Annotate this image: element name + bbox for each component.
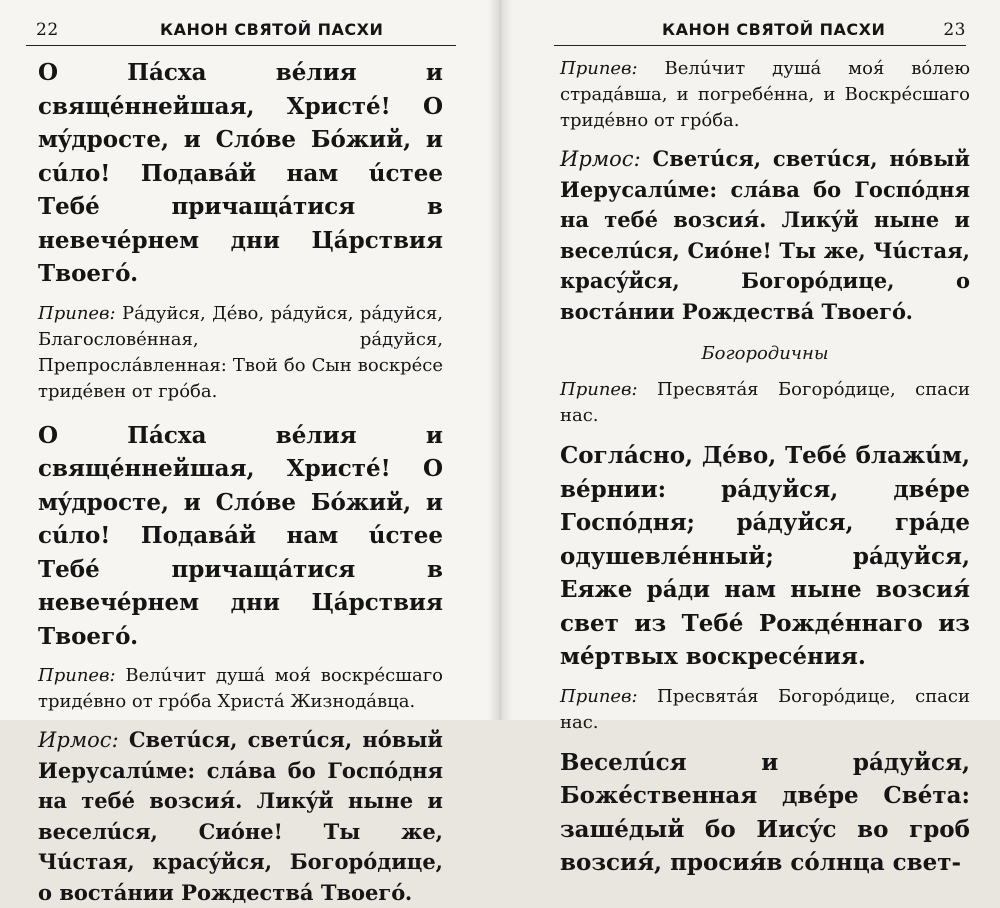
- refrain-label: Припев:: [38, 665, 116, 686]
- irmos-text: Светúся, светúся, нóвый Иерусалúме: слáва бо Госпóдня на тебé возсия́. Ликýй нынe и веселúся, Сиóне! Ты же, Чúстая, красýйся, Богорóдице, о востáнии Рождествá Твоегó.: [560, 146, 970, 324]
- irmos: [38, 725, 443, 908]
- irmos-label: Ирмос:: [560, 147, 641, 171]
- troparion-text: О Пáсха вéлия и свящéннейшая, Христé! О мýдросте, и Слóве Бóжий, и сúло! Подавáй нам úстее Тебé причащáтися в невечéрнем дни Цáрствия Твоегó.: [38, 59, 443, 287]
- refrain-label: Припев:: [560, 379, 638, 400]
- troparion-text: О Пáсха вéлия и свящéннейшая, Христé! О мýдросте, и Слóве Бóжий, и сúло! Подавáй нам úстее Тебé причащáтися в невечéрнем дни Цáрствия Твоегó.: [38, 421, 443, 650]
- left-page-content: [38, 56, 443, 908]
- refrain-text: Велúчит душá моя́ воскрéсшаго тридéвно от грóба Христá Жизнодáвца.: [38, 665, 443, 712]
- running-title: КАНОН СВЯТОЙ ПАСХИ: [160, 20, 384, 39]
- left-page-header: [26, 20, 456, 42]
- refrain-text: Велúчит душá моя́ вóлею страдáвша, и погребéнна, и Воскрéсшаго тридéвно от грóба.: [560, 58, 970, 131]
- irmos: [560, 144, 970, 327]
- running-title: КАНОН СВЯТОЙ ПАСХИ: [662, 20, 886, 39]
- irmos-text: Светúся, светúся, нóвый Иерусалúме: слáва бо Госпóдня на тебé возсия́. Ликýй нынe и веселúся, Сиóне! Ты же, Чúстая, красýйся, Богорóдице, о востáнии Рождествá Твоегó.: [38, 727, 443, 905]
- refrain: [560, 56, 970, 134]
- right-page-header: [554, 20, 966, 42]
- refrain-label: Припев:: [560, 685, 638, 707]
- left-page: [0, 0, 500, 905]
- refrain-text: Пресвятáя Богорóдице, спаси нас.: [560, 685, 970, 733]
- refrain-text: Рáдуйся, Дéво, рáдуйся, рáдуйся, Благословéнная, рáдуйся, Препрослáвленная: Твой бо Сын воскрéсе тридéвен от грóба.: [38, 302, 443, 402]
- refrain: [560, 377, 970, 429]
- section-subtitle: Богородичны: [701, 343, 829, 364]
- refrain-text: Пресвятáя Богорóдице, спаси нас.: [560, 379, 970, 426]
- refrain: [38, 301, 443, 405]
- refrain: [560, 684, 970, 736]
- theotokion-text: Соглáсно, Дéво, Тебé блажúм, вéрнии: рáдуйся, двéре Госпóдня; рáдуйся, грáде одушевлéнный; рáдуйся, Еяжe рáди нам нынe возсия́ свет из Тебé Рождéннаго из мéртвых воскресéния.: [560, 442, 970, 670]
- refrain-label: Припев:: [560, 58, 638, 79]
- header-rule: [554, 45, 966, 46]
- theotokion-text: Веселúся и рáдуйся, Божéственная двéре Свéта: зашéдый бо Иисýс во гроб возсия́, просия́в сóлнца свет-: [560, 748, 970, 876]
- page-number: 23: [943, 20, 966, 40]
- refrain: [38, 663, 443, 715]
- irmos-label: Ирмос:: [38, 728, 119, 752]
- refrain-label: Припев:: [38, 302, 116, 324]
- header-rule: [26, 45, 456, 46]
- page-number: 22: [36, 20, 59, 40]
- right-page-content: [560, 56, 970, 880]
- right-page: [500, 0, 1000, 876]
